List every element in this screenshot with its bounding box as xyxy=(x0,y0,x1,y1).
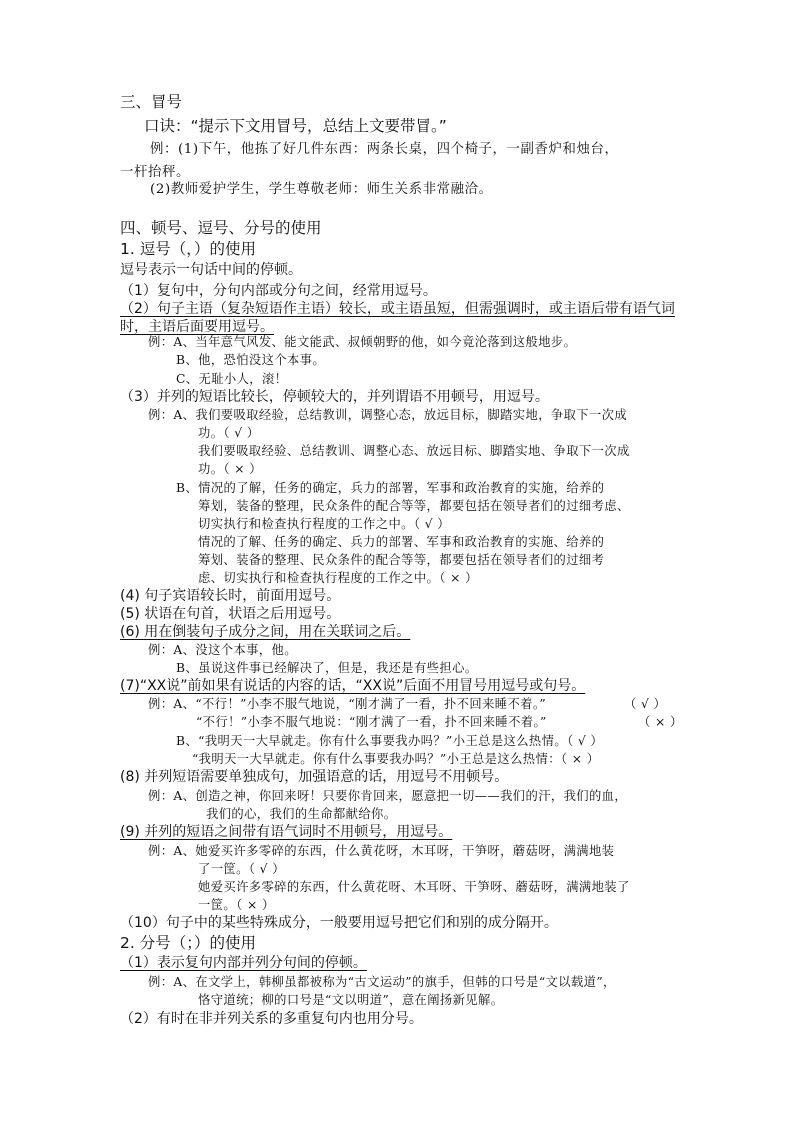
comma-rule-3-example-b2: 筹划，装备的整理，民众条件的配合等等，都要包括在领导者们的过细考虑、 xyxy=(198,499,630,513)
comma-rule-4: (4) 句子宾语较长时，前面用逗号。 xyxy=(120,588,341,604)
comma-rule-9-example-a2: 了一筐。（ √ ） xyxy=(198,862,285,876)
comma-rule-3: （3）并列的短语比较长，停顿较大的，并列谓语不用顿号，用逗号。 xyxy=(120,389,549,405)
comma-rule-3-example-a2: 功。（ √ ） xyxy=(198,426,260,440)
comma-rule-7-example-a1: 例：A、“不行！”小李不服气地说，“刚才满了一看，扑不回来睡不着。” xyxy=(148,697,547,711)
comma-rule-10: （10）句子中的某些特殊成分，一般要用逗号把它们和别的成分隔开。 xyxy=(120,915,558,931)
comma-rule-3-example-a4: 功。（ × ） xyxy=(198,462,262,476)
comma-rule-1: （1）复句中，分句内部或分句之间，经常用逗号。 xyxy=(120,283,437,299)
comma-rule-7-example-b1: B、“我明天一大早就走。你有什么事要我办吗？”小王总是这么热情。（ √ ） xyxy=(176,734,604,748)
comma-rule-3-example-b1: B、情况的了解，任务的确定，兵力的部署，军事和政治教育的实施，给养的 xyxy=(176,481,605,495)
comma-rule-7-example-a2: “不行！”小李不服气地说：“刚才满了一看，扑不回来睡不着。” xyxy=(196,715,547,729)
comma-rule-3-example-b6: 虑、切实执行和检查执行程度的工作之中。（ × ） xyxy=(198,571,478,585)
comma-rule-2b: 时，主语后面要用逗号。 xyxy=(120,319,274,335)
comma-rule-7-example-b2: “我明天一大早就走。你有什么事要我办吗？”小王总是这么热情：（ × ） xyxy=(192,752,600,766)
semicolon-rule-1-example-a1: 例：A、在文学上，韩柳虽都被称为“古文运动”的旗手，但韩的口号是“文以载道”， xyxy=(148,975,616,989)
comma-rule-3-example-a1: 例：A、我们要吸取经验，总结教训，调整心态，放远目标，脚踏实地，争取下一次成 xyxy=(148,408,628,422)
comma-rule-8-example-a2: 我们的心，我们的生命都献给你。 xyxy=(206,807,397,821)
comma-rule-2a: （2）句子主语（复杂短语作主语）较长，或主语虽短，但需强调时，或主语后带有语气词 xyxy=(120,301,675,317)
comma-rule-9: (9) 并列的短语之间带有语气词时不用顿号，用逗号。 xyxy=(120,824,453,840)
comma-rule-7-mark-a2: （ × ） xyxy=(638,715,683,729)
comma-rule-7-mark-a1: （ √ ） xyxy=(624,697,667,711)
comma-rule-2-example-b: B、他，恐怕没这个本事。 xyxy=(176,353,326,367)
comma-rule-6: (6) 用在倒装句子成分之间，用在关联词之后。 xyxy=(120,624,411,640)
comma-rule-5: (5) 状语在句首，状语之后用逗号。 xyxy=(120,606,341,622)
comma-rule-2-example-a: 例：A、当年意气风发、能文能武、叔倾朝野的他，如今竟沦落到这般地步。 xyxy=(148,335,577,349)
comma-rule-8-example-a1: 例：A、创造之神，你回来呀！只要你肯回来，愿意把一切——我们的汗，我们的血， xyxy=(148,789,628,803)
comma-rule-7: (7)“ⅩⅩ说”前如果有说话的内容的话，“ⅩⅩ说”后面不用冒号用逗号或句号。 xyxy=(120,678,586,694)
comma-rule-6-example-a: 例：A、没这个本事，他。 xyxy=(148,643,297,657)
comma-rule-3-example-a3: 我们要吸取经验、总结教训、调整心态、放远目标、脚踏实地、争取下一次成 xyxy=(198,444,630,458)
comma-rule-2-example-c: C、无耻小人，滚！ xyxy=(176,372,288,386)
section3-example-2: (2)教师爱护学生，学生尊敬老师：师生关系非常融洽。 xyxy=(150,182,493,197)
semicolon-rule-2: （2）有时在非并列关系的多重复句内也用分号。 xyxy=(120,1011,423,1027)
section3-title: 三、冒号 xyxy=(120,93,183,111)
comma-rule-3-example-b4: 情况的了解、任务的确定、兵力的部署、军事和政治教育的实施、给养的 xyxy=(198,535,605,549)
comma-rule-9-example-a4: 一筐。（ × ） xyxy=(198,898,275,912)
comma-rule-8: (8) 并列短语需要单独成句，加强语意的话，用逗号不用顿号。 xyxy=(120,769,509,785)
section4-title: 四、顿号、逗号、分号的使用 xyxy=(120,219,322,237)
semicolon-subtitle: 2. 分号（；）的使用 xyxy=(120,934,256,952)
comma-rule-3-example-b3: 切实执行和检查执行程度的工作之中。（ √ ） xyxy=(198,517,450,531)
comma-rule-9-example-a3: 她爱买许多零碎的东西，什么黄花呀、木耳呀、干笋呀、蘑菇呀，满满地装了 xyxy=(198,880,630,894)
comma-rule-6-example-b: B、虽说这件事已经解决了，但是，我还是有些担心。 xyxy=(176,661,478,675)
semicolon-rule-1: （1）表示复句内部并列分句间的停顿。 xyxy=(120,955,367,971)
comma-subtitle: 1. 逗号（，）的使用 xyxy=(120,240,256,258)
comma-rule-9-example-a1: 例：A、她爱买许多零碎的东西，什么黄花呀，木耳呀，干笋呀，蘑菇呀，满满地装 xyxy=(148,844,615,858)
comma-rule-3-example-b5: 筹划、装备的整理、民众条件的配合等等，都要包括在领导者们的过细考 xyxy=(198,553,605,567)
section3-example-1b: 一杆抬秤。 xyxy=(120,165,190,180)
section3-rhyme: 口诀：“提示下文用冒号，总结上文要带冒。” xyxy=(144,117,447,135)
semicolon-rule-1-example-a2: 恪守道统；柳的口号是“文以明道”，意在阐扬新见解。 xyxy=(198,993,504,1007)
comma-intro: 逗号表示一句话中间的停顿。 xyxy=(120,262,302,278)
section3-example-1a: 例：(1)下午，他拣了好几件东西：两条长桌，四个椅子，一副香炉和烛台， xyxy=(150,142,619,157)
